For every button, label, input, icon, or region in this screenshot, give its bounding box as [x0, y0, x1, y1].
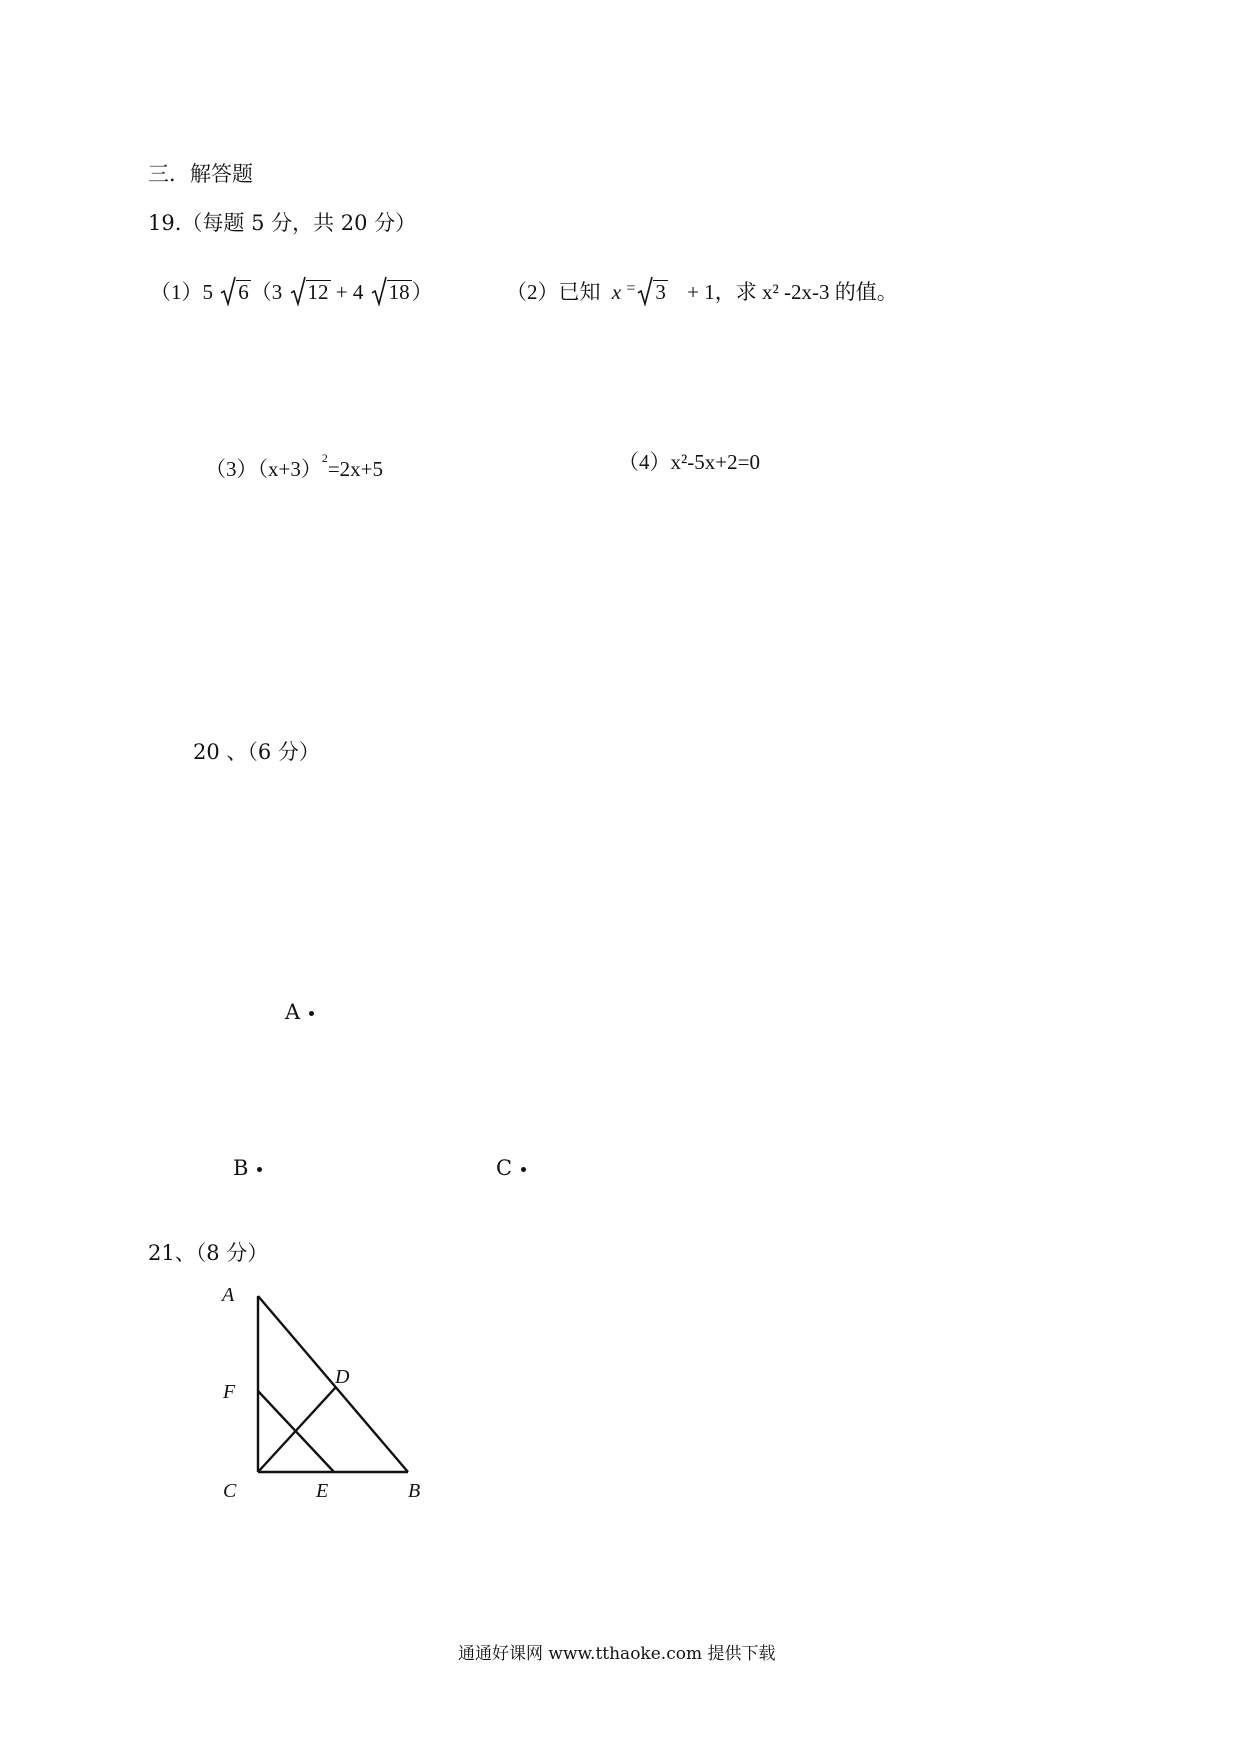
q19-part2-label: （2）已知	[506, 280, 601, 304]
q19-part3-sup: 2	[321, 451, 328, 465]
q21-header: 21、（8 分）	[148, 1241, 269, 1265]
sqrt-6: 6	[220, 280, 251, 303]
sqrt-12: 12	[290, 280, 331, 303]
figure-label-e: E	[316, 1480, 329, 1502]
figure-label-c: C	[223, 1480, 237, 1502]
q19-part1-coef: 5	[202, 280, 213, 304]
figure-label-b: B	[408, 1480, 421, 1502]
figure-label-f: F	[223, 1381, 236, 1403]
sqrt-18: 18	[371, 280, 412, 303]
figure-label-a: A	[222, 1284, 235, 1306]
q19-part1-open: （3	[250, 280, 283, 304]
point-a: A	[285, 1000, 314, 1024]
q19-part2-rest: + 1，求 x² -2x-3 的值。	[687, 280, 898, 304]
segment-cd	[258, 1387, 336, 1472]
figure-label-d: D	[335, 1366, 350, 1388]
q19-part4: （4）x²-5x+2=0	[618, 450, 760, 474]
q19-part1-label: （1）	[150, 280, 203, 304]
sqrt-3: 3	[637, 280, 668, 303]
q19-part3-label: （3）（x+3）	[205, 457, 322, 481]
q19-header: 19.（每题 5 分，共 20 分）	[148, 211, 417, 235]
segment-ab	[258, 1296, 408, 1472]
page-footer: 通通好课网 www.tthaoke.com 提供下载	[458, 1644, 776, 1664]
q20-header: 20 、（6 分）	[193, 740, 320, 764]
q19-part2-var: x	[611, 280, 622, 304]
q19-part2-eq: =	[626, 280, 636, 297]
point-c: C	[496, 1156, 526, 1180]
point-b: B	[233, 1156, 262, 1180]
q19-part1-plus: + 4	[335, 280, 364, 304]
q19-part3-rest: =2x+5	[327, 457, 384, 481]
section-title: 三．解答题	[148, 162, 253, 186]
q19-part1-close: ）	[411, 280, 433, 304]
